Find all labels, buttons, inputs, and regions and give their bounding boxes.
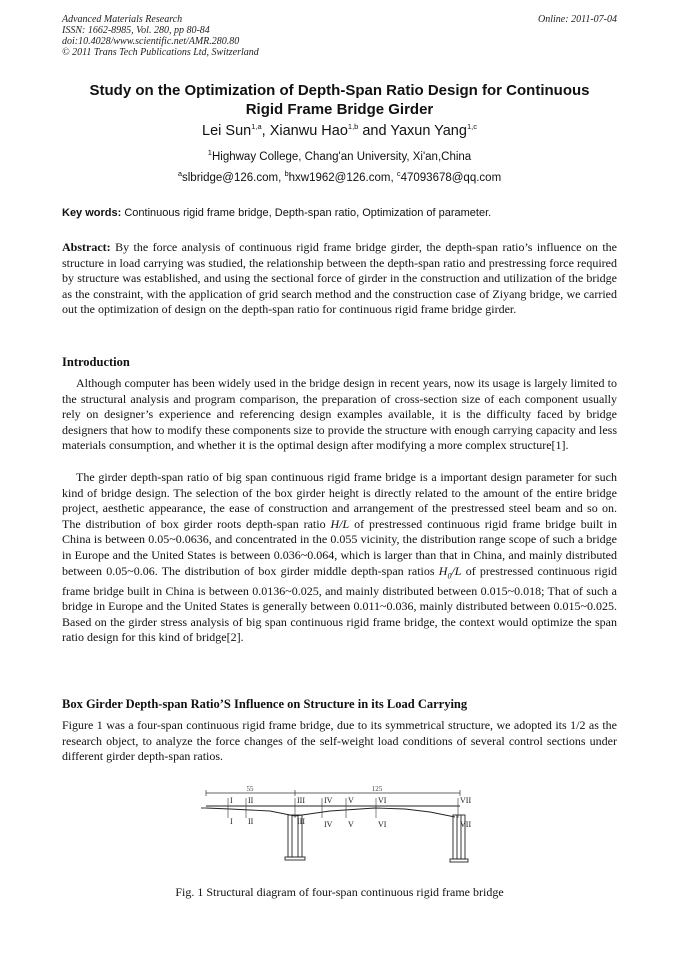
author-name: Xianwu Hao [269, 123, 348, 139]
email-address: hxw1962@126.com [288, 172, 391, 184]
author-superscript: 1,b [347, 122, 359, 132]
intro-paragraph-2 [62, 470, 617, 646]
section2-paragraph-1: Figure 1 was a four-span continuous rigid frame bridge, due to its symmetrical structure, we adopted its 1/2 as the research object, to analyze the force changes of the self-weight load conditions of several control sections under different girder depth-span ratios. [62, 718, 617, 764]
section-label: VII [460, 796, 472, 805]
author-superscript: 1,c [466, 122, 477, 132]
section-label: II [248, 817, 254, 826]
keywords-text: Continuous rigid frame bridge, Depth-span ratio, Optimization of parameter. [124, 207, 492, 219]
figure-caption: Fig. 1 Structural diagram of four-span continuous rigid frame bridge [175, 885, 504, 899]
abstract-text: By the force analysis of continuous rigid frame bridge girder, the depth-span ratio’s influence on the structure in load carrying was studied, the relationship between the depth-span ratio and prestressing force required by structure was established, and using the sectional force of girder in the construction and utilization of the bridge as the constraint, with the application of grid search method and the construction case of Ziyang bridge, we carried out the optimization of design on the depth-span ratio for continuous rigid frame bridge girder. [62, 240, 617, 317]
section-label: I [230, 796, 233, 805]
abstract-label: Abstract: [62, 240, 111, 254]
section-label: II [248, 796, 254, 805]
section-label: V [348, 796, 354, 805]
email-address: slbridge@126.com [182, 172, 279, 184]
email-address: 47093678@qq.com [400, 172, 502, 184]
section-heading-introduction: Introduction [62, 355, 130, 369]
copyright-line: © 2011 Trans Tech Publications Ltd, Switzerland [62, 47, 259, 58]
section-label: VII [460, 820, 472, 829]
intro-p2-text: of prestressed continuous rigid frame bridge built in China is between 0.0136~0.025, and mainly distributed between 0.015~0.018; That of such a bridge in Europe and the United States is generally between 0.011~0.036, mainly distributed between 0.015~0.025. Based on the girder stress analysis of big span continuous rigid frame bridge, the context would optimize the span ratio design for this kind of bridge[2]. [62, 563, 618, 645]
h0-subscript: 0 [447, 570, 452, 580]
affiliation-text: Highway College, Chang'an University, Xi'an,China [211, 151, 472, 163]
pier-footing [450, 859, 468, 862]
h0-letter: H [438, 563, 448, 578]
author-superscript: 1,a [251, 122, 262, 132]
girder-bottom-curve [230, 809, 295, 816]
section-label: VI [378, 820, 387, 829]
section-label: IV [324, 796, 333, 805]
online-date: Online: 2011-07-04 [538, 14, 617, 25]
email-list [62, 171, 617, 185]
girder-bottom-curve [295, 808, 455, 817]
intro-p2-text: of prestressed continuous rigid frame bridge built in China is between 0.05~0.0636, and concentrated in the 0.055 vicinity, the distribution range scope of such a bridge in Europe and the United States is between 0.036~0.064, which is larger than that in China, and mainly distributed between 0.05~0.06. The distribution of box girder middle depth-span ratios [62, 516, 617, 578]
section-label: VI [378, 796, 387, 805]
section-label: V [348, 820, 354, 829]
girder-bottom-chord [206, 808, 230, 809]
dimension-label-left: 55 [246, 785, 254, 793]
section-heading-load-carrying: Box Girder Depth-span Ratio’S Influence on Structure in its Load Carrying [62, 697, 468, 711]
author-separator: and [358, 123, 391, 139]
intro-p2-text: The girder depth-span ratio of big span continuous rigid frame bridge is a important design parameter for such kind of bridge design. The selection of the box girder height is directly related to the amount of the entire bridge project, aesthetic appearance, the ease of construction and arrangement of the prestressed steel beam and so on. The distribution of box girder roots depth-span ratio [62, 470, 617, 531]
intro-paragraph-1: Although computer has been widely used in the bridge design in recent years, now its usage is largely limited to the structural analysis and program comparison, the preparation of cross-section size of each component usually rely on designer’s experience and referencing design examples available, it is the difficulty faced by bridge designers that how to modify these components size to provide the structure with enough carrying capacity and less materials consumption, and whether it is the optimal design after modifying a more complex structure[1]. [62, 376, 617, 453]
author-separator: , [261, 123, 270, 139]
email-superscript: a [177, 169, 182, 179]
section-label: III [297, 817, 305, 826]
title-line-1: Study on the Optimization of Depth-Span Ratio Design for Continuous [89, 82, 590, 99]
ratio-symbol-h0 [439, 564, 462, 578]
title-line-2: Rigid Frame Bridge Girder [245, 101, 434, 118]
affiliation [62, 150, 617, 164]
section-label: IV [324, 820, 333, 829]
girder [201, 806, 460, 817]
email-superscript: b [284, 169, 289, 179]
email-superscript: c [396, 169, 401, 179]
ratio-symbol-hl: H/L [330, 516, 350, 531]
affiliation-superscript: 1 [207, 148, 212, 158]
author-list [62, 122, 617, 140]
section-cut-lines [228, 798, 458, 818]
section-label: III [297, 796, 305, 805]
author-name: Lei Sun [202, 123, 252, 139]
section-label: I [230, 817, 233, 826]
issn-line: ISSN: 1662-8985, Vol. 280, pp 80-84 [62, 25, 210, 36]
email-separator: , [278, 172, 285, 184]
section-labels-top [230, 796, 471, 805]
section-labels-bottom [230, 817, 471, 829]
email-separator: , [390, 172, 397, 184]
journal-header [62, 14, 617, 58]
dimension-label-right: 125 [371, 785, 383, 793]
doi-line: doi:10.4028/www.scientific.net/AMR.280.80 [62, 36, 240, 47]
keywords-label: Key words: [62, 207, 122, 219]
journal-name: Advanced Materials Research [62, 14, 183, 25]
h0-tail: /L [451, 563, 462, 578]
bridge-structural-diagram [200, 784, 480, 866]
author-name: Yaxun Yang [390, 123, 467, 139]
paper-title [62, 81, 617, 119]
pier-footing [285, 857, 305, 860]
keywords [62, 206, 617, 220]
dimension-line [206, 790, 460, 796]
abstract [62, 240, 617, 318]
